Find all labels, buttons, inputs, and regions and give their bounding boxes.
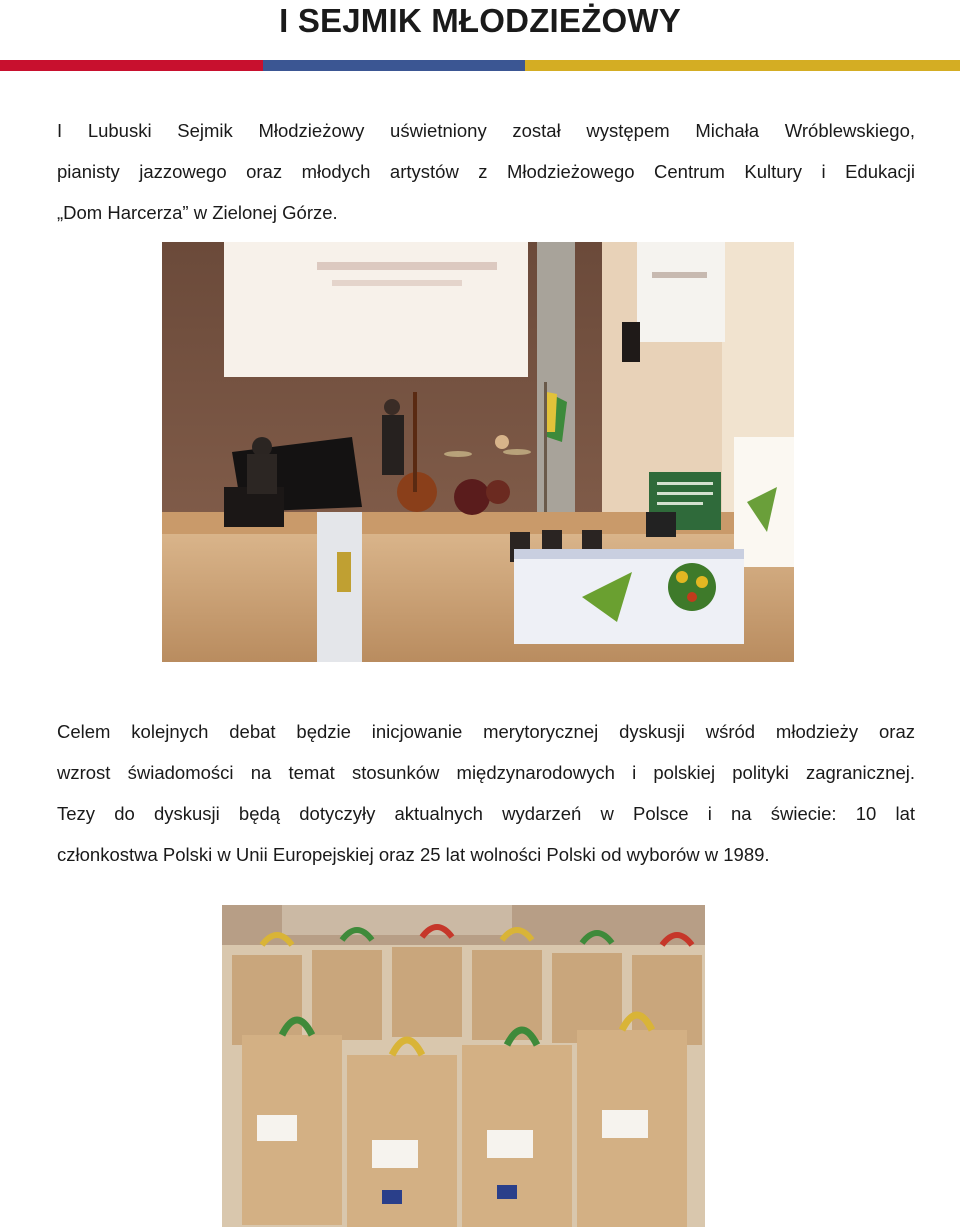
text-line: „Dom Harcerza” w Zielonej Górze. bbox=[57, 202, 338, 223]
intro-paragraph bbox=[57, 110, 915, 233]
debate-paragraph bbox=[57, 711, 915, 875]
text-line: I Lubuski Sejmik Młodzieżowy uświetniony został występem Michała Wróblewskiego, bbox=[57, 120, 915, 141]
text-line: Celem kolejnych debat będzie inicjowanie merytorycznej dyskusji wśród młodzieży oraz bbox=[57, 721, 915, 742]
text-line: wzrost świadomości na temat stosunków międzynarodowych i polskiej polityki zagranicznej. bbox=[57, 762, 915, 783]
divider-red-segment bbox=[0, 60, 263, 71]
concert-photo bbox=[162, 242, 794, 662]
concert-photo-illustration bbox=[162, 242, 794, 662]
text-line: członkostwa Polski w Unii Europejskiej oraz 25 lat wolności Polski od wyborów w 1989. bbox=[57, 844, 770, 865]
gift-bags-illustration bbox=[222, 905, 705, 1227]
text-line: pianisty jazzowego oraz młodych artystów z Młodzieżowego Centrum Kultury i Edukacji bbox=[57, 161, 915, 182]
color-divider-bar bbox=[0, 60, 960, 71]
gift-bags-photo bbox=[222, 905, 705, 1227]
text-line: Tezy do dyskusji będą dotyczyły aktualnych wydarzeń w Polsce i na świecie: 10 lat bbox=[57, 803, 915, 824]
divider-blue-segment bbox=[263, 60, 525, 71]
page-title: I SEJMIK MŁODZIEŻOWY bbox=[279, 2, 681, 39]
divider-gold-segment bbox=[525, 60, 960, 71]
